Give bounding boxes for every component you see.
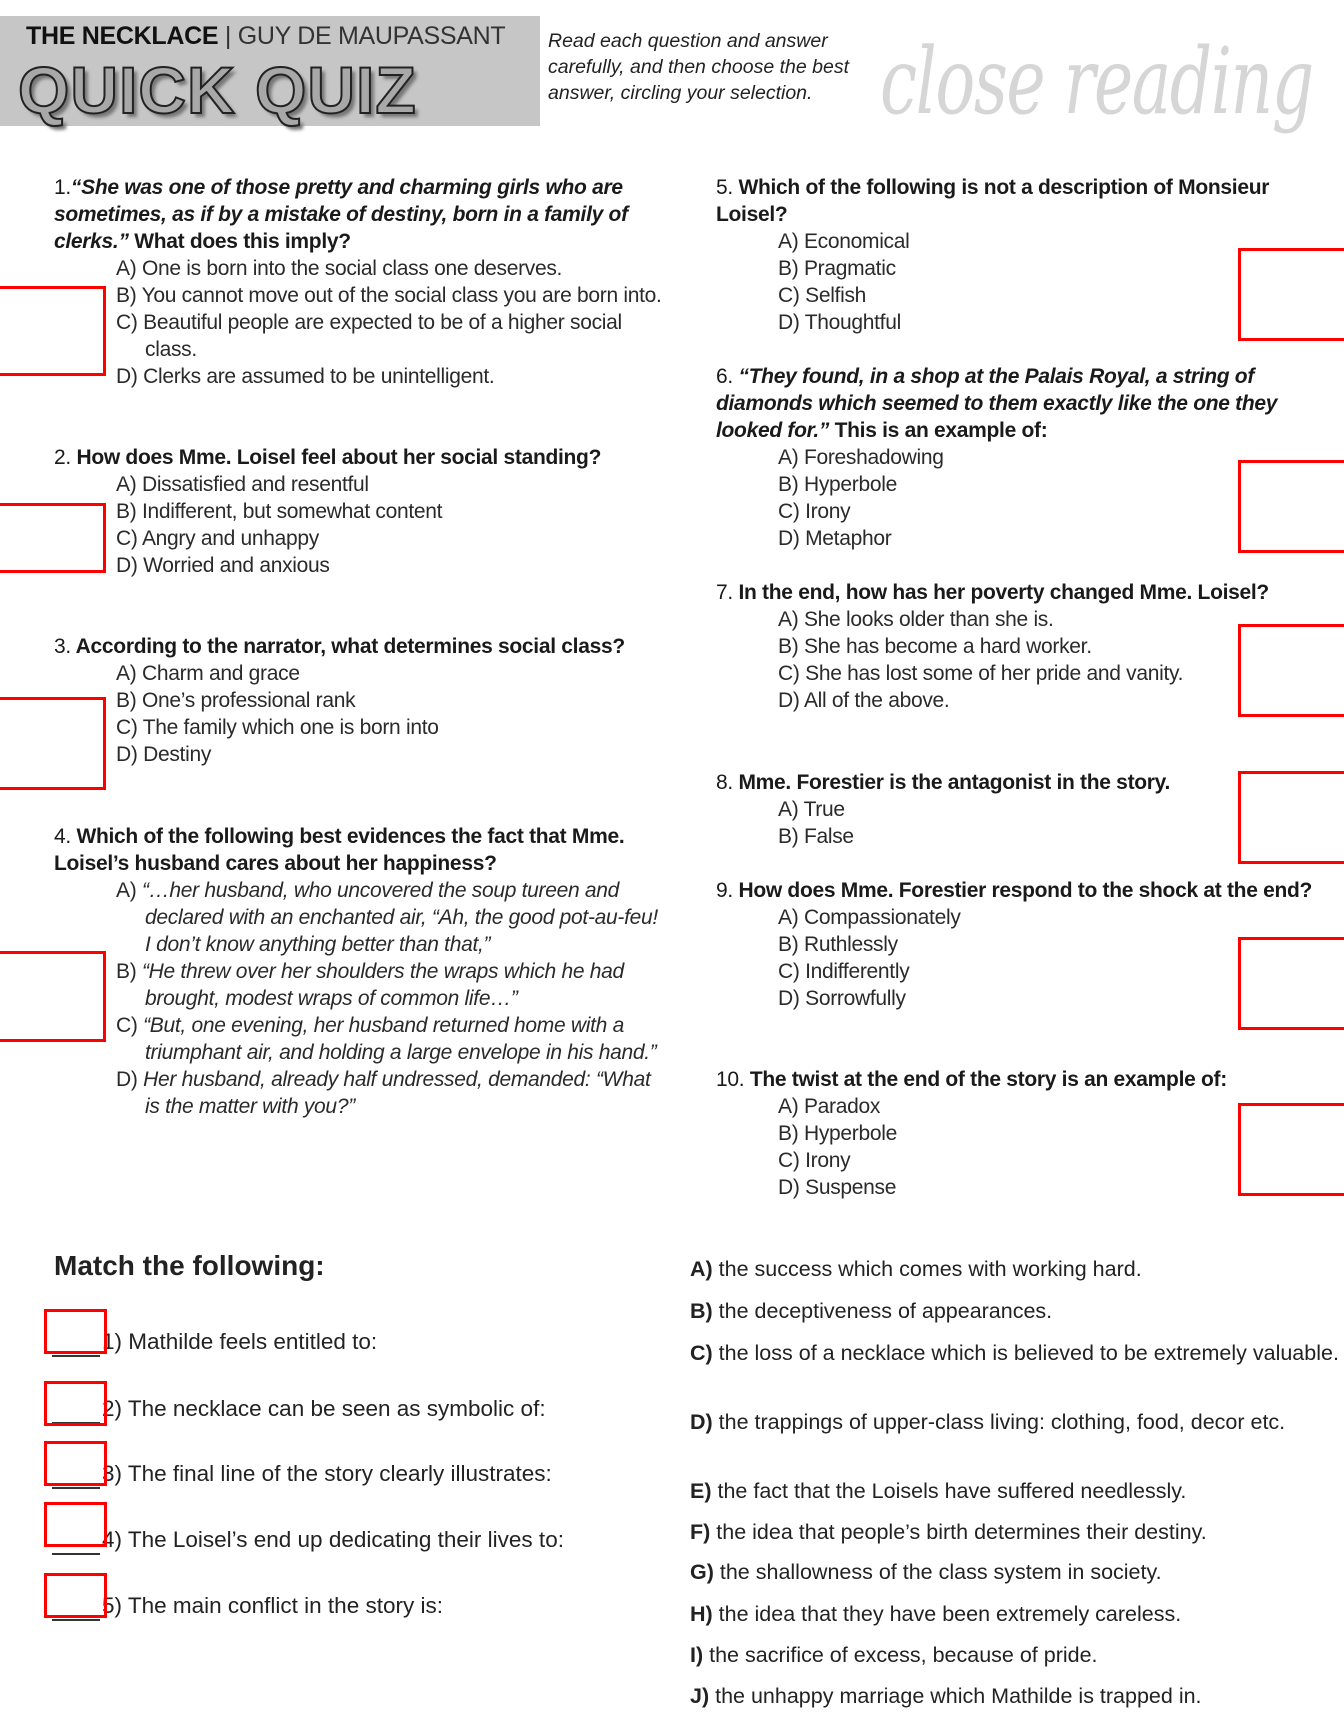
answer-text: the loss of a necklace which is believed to be extremely valuable. [718,1341,1339,1365]
option-label: B) [116,960,137,983]
answer-box-q9[interactable] [1238,937,1344,1030]
question-5 [716,174,1326,336]
question-prompt: What does this imply? [128,230,351,253]
option-text: She has become a hard worker. [803,635,1092,658]
option-a[interactable] [116,255,664,282]
option-text: True [803,798,845,821]
option-text: Compassionately [803,906,961,929]
question-number: 8. [716,771,733,794]
option-a[interactable] [116,471,664,498]
match-answer-e [690,1478,1344,1505]
question-text [716,769,1326,796]
option-c[interactable] [116,309,664,363]
option-label: B) [778,825,799,848]
option-b[interactable] [116,498,664,525]
option-label: C) [116,716,138,739]
option-label: D) [116,554,138,577]
option-label: C) [778,284,800,307]
option-text: Beautiful people are expected to be of a higher social class. [143,311,622,361]
option-label: D) [116,365,138,388]
option-a[interactable] [778,904,1326,931]
option-text: Indifferent, but somewhat content [141,500,443,523]
option-text: Worried and anxious [143,554,330,577]
option-d[interactable] [116,1066,664,1120]
option-label: D) [116,743,138,766]
option-list [116,255,664,390]
option-label: C) [778,662,800,685]
answer-text: the fact that the Loisels have suffered needlessly. [717,1479,1187,1503]
answer-letter: J) [690,1684,710,1708]
answer-letter: B) [690,1299,713,1323]
answer-box-q6[interactable] [1238,460,1344,553]
option-text: One’s professional rank [141,689,356,712]
match-answer-j [690,1683,1344,1710]
match-answer-i [690,1642,1344,1669]
option-label: C) [116,1014,138,1037]
option-label: C) [116,527,138,550]
option-label: A) [116,879,137,902]
question-text [54,174,664,255]
option-text: Irony [805,1149,851,1172]
option-list [116,471,664,579]
option-a[interactable] [116,877,664,958]
answer-letter: G) [690,1560,714,1584]
question-number: 1. [54,176,71,199]
option-d[interactable] [116,363,664,390]
answer-text: the idea that people’s birth determines their destiny. [716,1520,1207,1544]
answer-letter: C) [690,1341,713,1365]
match-prompt-text: 3) The final line of the story clearly illustrates: [102,1461,552,1486]
option-label: B) [116,689,137,712]
answer-box-q10[interactable] [1238,1103,1344,1196]
quick-quiz-heading: QUICK QUIZ [18,53,417,127]
match-prompt-4 [52,1527,564,1555]
option-a[interactable] [778,444,1306,471]
option-text: She has lost some of her pride and vanity. [805,662,1184,685]
option-label: D) [778,311,800,334]
option-text: Suspense [805,1176,897,1199]
option-text: Ruthlessly [803,933,898,956]
match-answer-b [690,1298,1344,1325]
answer-letter: F) [690,1520,711,1544]
option-label: D) [116,1068,138,1091]
match-answer-f [690,1519,1344,1546]
question-text [716,1066,1326,1093]
option-text: Foreshadowing [803,446,944,469]
match-answer-a [690,1256,1344,1283]
question-number: 7. [716,581,733,604]
option-label: A) [778,1095,799,1118]
answer-text: the idea that they have been extremely careless. [718,1602,1182,1626]
match-answer-g [690,1559,1344,1586]
question-8 [716,769,1326,850]
match-answer-d [690,1409,1344,1436]
question-prompt: In the end, how has her poverty changed Mme. Loisel? [732,581,1269,604]
answer-text: the unhappy marriage which Mathilde is trapped in. [715,1684,1202,1708]
match-prompt-5 [52,1593,443,1621]
answer-letter: I) [690,1643,704,1667]
answer-text: the deceptiveness of appearances. [718,1299,1053,1323]
option-c[interactable] [778,498,1306,525]
answer-text: the sacrifice of excess, because of pride. [709,1643,1098,1667]
option-label: B) [116,500,137,523]
answer-text: the success which comes with working hard. [718,1257,1142,1281]
option-b[interactable] [778,471,1306,498]
question-number: 2. [54,446,71,469]
question-number: 4. [54,825,71,848]
answer-box-q5[interactable] [1238,248,1344,341]
match-box-3[interactable] [44,1441,107,1486]
option-label: A) [778,230,799,253]
option-b[interactable] [116,958,664,1012]
option-list [778,444,1306,552]
answer-box-q7[interactable] [1238,624,1344,717]
option-label: B) [778,1122,799,1145]
option-text: Paradox [803,1095,881,1118]
question-1 [54,174,664,390]
option-text: All of the above. [803,689,950,712]
option-text: Pragmatic [803,257,896,280]
author-name: GUY DE MAUPASSANT [237,22,506,50]
option-label: A) [778,446,799,469]
match-answer-c [690,1340,1344,1367]
option-d[interactable] [116,741,664,768]
title-separator: | [218,22,238,50]
option-c[interactable] [116,525,664,552]
answer-box-q8[interactable] [1238,771,1344,864]
question-2 [54,444,664,579]
option-label: B) [778,473,799,496]
question-text [54,444,664,471]
answer-box-q3[interactable] [0,697,106,790]
question-text [716,579,1326,606]
match-answer-h [690,1601,1344,1628]
option-text: Her husband, already half undressed, demanded: “What is the matter with you?” [143,1068,651,1118]
option-text: Metaphor [805,527,892,550]
option-c[interactable] [116,1012,664,1066]
match-prompt-3 [52,1461,552,1489]
close-reading-watermark: close reading [880,28,1313,135]
answer-text: the shallowness of the class system in society. [719,1560,1162,1584]
option-text: False [803,825,854,848]
instructions-text: Read each question and answer carefully, and then choose the best answer, circling your selection. [548,30,850,104]
option-b[interactable] [116,282,664,309]
option-text: You cannot move out of the social class you are born into. [141,284,662,307]
option-label: D) [778,987,800,1010]
option-c[interactable] [116,714,664,741]
question-number: 9. [716,879,733,902]
option-label: B) [778,635,799,658]
question-text [716,363,1306,444]
question-text [716,877,1326,904]
option-label: A) [778,608,799,631]
option-text: The family which one is born into [142,716,439,739]
option-label: D) [778,689,800,712]
option-label: C) [778,1149,800,1172]
option-label: A) [116,257,137,280]
option-text: “He threw over her shoulders the wraps which he had brought, modest wraps of common life…” [141,960,624,1010]
answer-box-q2[interactable] [0,503,106,573]
match-prompt-text: 4) The Loisel’s end up dedicating their lives to: [102,1527,564,1552]
question-prompt: According to the narrator, what determines social class? [70,635,625,658]
match-box-2[interactable] [44,1381,107,1426]
answer-box-q4[interactable] [0,951,106,1042]
match-prompt-2 [52,1396,546,1424]
document-title [26,22,505,51]
option-text: Irony [805,500,851,523]
answer-box-q1[interactable] [0,286,106,376]
option-a[interactable] [116,660,664,687]
question-quote: “They found, in a shop at the Palais Royal, a string of diamonds which seemed to them exactly like the one they looked for.” [716,365,1278,442]
match-box-5[interactable] [44,1573,107,1618]
answer-letter: E) [690,1479,712,1503]
option-label: B) [778,933,799,956]
option-text: “But, one evening, her husband returned home with a triumphant air, and holding a large envelope in his hand.” [143,1014,657,1064]
question-7 [716,579,1326,714]
option-text: Angry and unhappy [141,527,319,550]
option-text: Dissatisfied and resentful [141,473,369,496]
match-prompt-text: 1) Mathilde feels entitled to: [102,1329,378,1354]
option-list [116,660,664,768]
option-text: Selfish [805,284,867,307]
option-d[interactable] [116,552,664,579]
option-text: Charm and grace [141,662,300,685]
question-prompt: The twist at the end of the story is an example of: [744,1068,1227,1091]
option-text: Indifferently [805,960,910,983]
option-label: A) [778,798,799,821]
option-label: A) [778,906,799,929]
question-number: 3. [54,635,71,658]
option-b[interactable] [116,687,664,714]
answer-letter: A) [690,1257,713,1281]
question-text [54,823,664,877]
answer-letter: H) [690,1602,713,1626]
option-text: Destiny [143,743,212,766]
answer-letter: D) [690,1410,713,1434]
question-prompt: How does Mme. Forestier respond to the shock at the end? [732,879,1313,902]
question-text [54,633,664,660]
option-label: C) [778,500,800,523]
match-prompt-text: 5) The main conflict in the story is: [102,1593,443,1618]
question-text [716,174,1326,228]
matching-title: Match the following: [54,1250,325,1281]
question-number: 6. [716,365,733,388]
question-9 [716,877,1326,1012]
option-label: C) [778,960,800,983]
option-label: D) [778,1176,800,1199]
question-10 [716,1066,1326,1201]
story-title: THE NECKLACE [26,22,219,50]
question-number: 5. [716,176,733,199]
option-label: B) [778,257,799,280]
option-text: Sorrowfully [805,987,906,1010]
option-text: Hyperbole [803,473,897,496]
question-number: 10. [716,1068,745,1091]
option-text: Hyperbole [803,1122,897,1145]
option-label: D) [778,527,800,550]
question-6 [716,363,1306,552]
option-text: Economical [803,230,910,253]
question-3 [54,633,664,768]
option-label: A) [116,662,137,685]
answer-text: the trappings of upper-class living: clothing, food, decor etc. [718,1410,1286,1434]
match-box-4[interactable] [44,1502,107,1547]
match-box-1[interactable] [44,1309,107,1354]
question-prompt: Which of the following best evidences the fact that Mme. Loisel’s husband cares about her happiness? [54,825,625,875]
option-text: Thoughtful [804,311,901,334]
match-prompt-text: 2) The necklace can be seen as symbolic of: [102,1396,546,1421]
option-text: Clerks are assumed to be unintelligent. [143,365,495,388]
question-prompt: How does Mme. Loisel feel about her social standing? [70,446,602,469]
option-d[interactable] [778,525,1306,552]
option-text: She looks older than she is. [803,608,1054,631]
question-prompt: Which of the following is not a description of Monsieur Loisel? [716,176,1270,226]
question-prompt: Mme. Forestier is the antagonist in the story. [732,771,1171,794]
question-prompt: This is an example of: [829,419,1048,442]
option-label: C) [116,311,138,334]
option-label: A) [116,473,137,496]
question-4 [54,823,664,1120]
question-quote: “She was one of those pretty and charming girls who are sometimes, as if by a mistake of destiny, born in a family of clerks.” [54,176,628,253]
option-text: One is born into the social class one deserves. [141,257,563,280]
option-text: “…her husband, who uncovered the soup tureen and declared with an enchanted air, “Ah, the good pot-au-feu! I don’t know anything better than that,” [141,879,658,956]
option-list [116,877,664,1120]
option-label: B) [116,284,137,307]
